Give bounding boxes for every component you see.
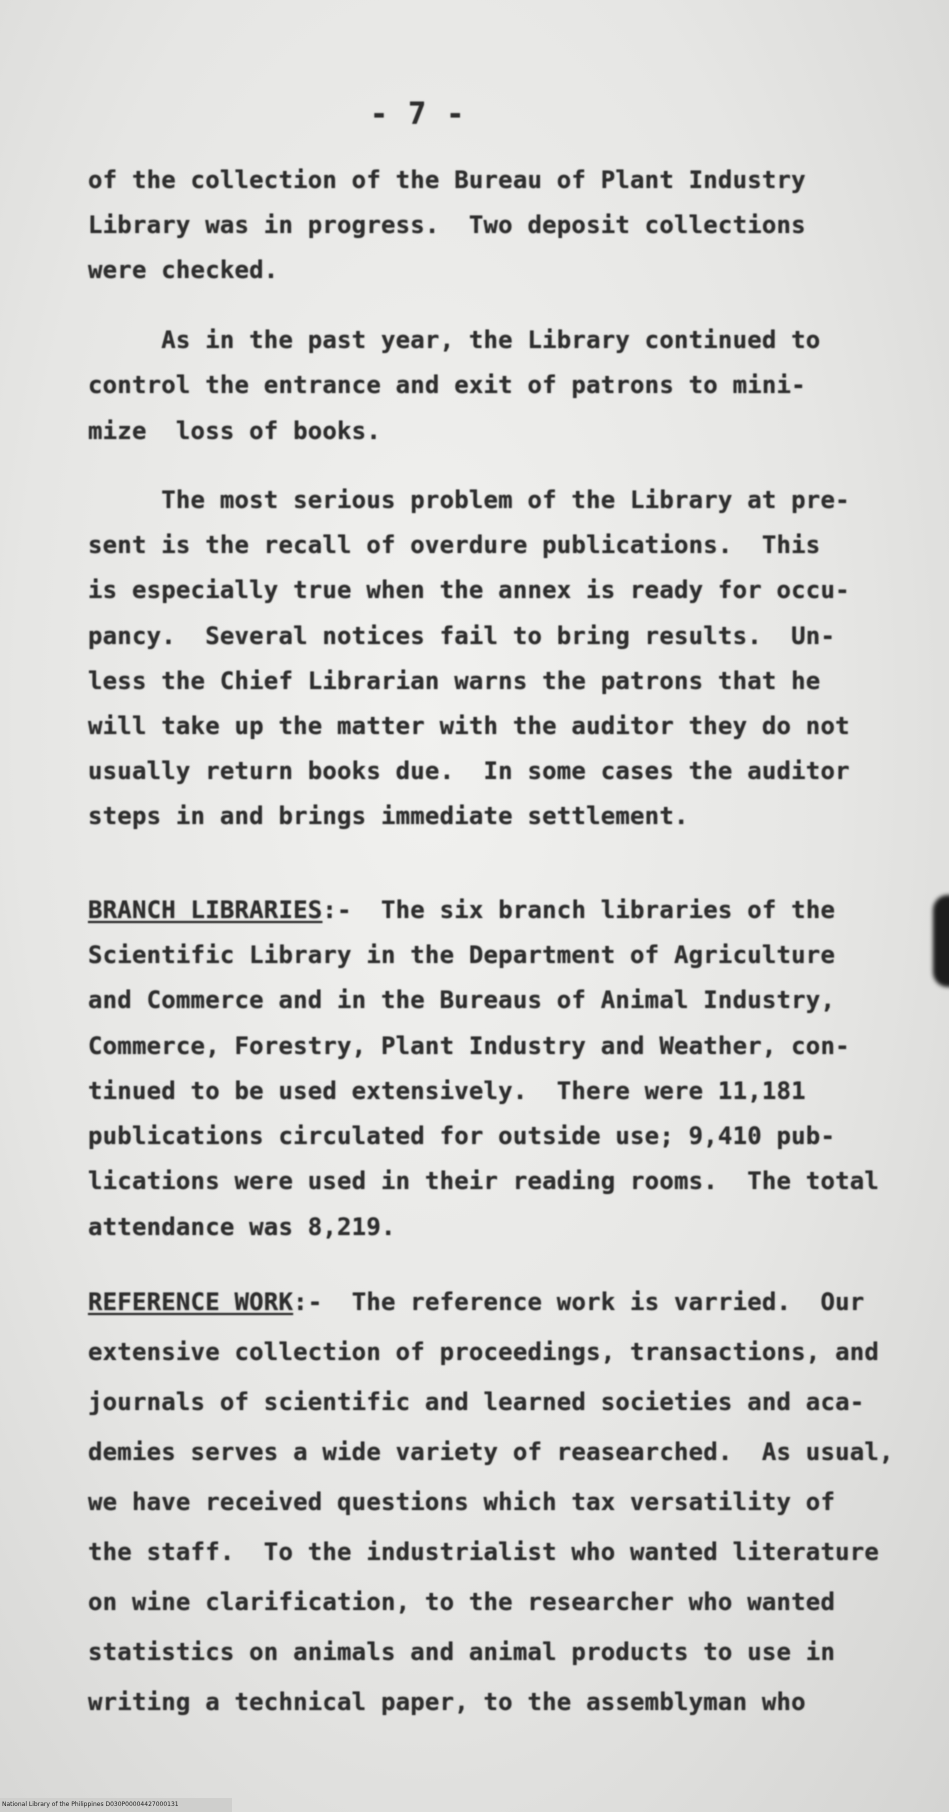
text-line: usually return books due. In some cases the auditor <box>88 757 850 785</box>
text-line: we have received questions which tax versatility of <box>88 1488 836 1516</box>
text-span: The reference work is varried. Our <box>322 1288 865 1316</box>
text-line: mize loss of books. <box>88 417 381 445</box>
text-line: publications circulated for outside use; 9,410 pub- <box>88 1122 836 1150</box>
text-line: lications were used in their reading rooms. The total <box>88 1167 880 1195</box>
reference-work-heading: REFERENCE WORK <box>88 1288 294 1316</box>
text-line: Commerce, Forestry, Plant Industry and Weather, con- <box>88 1032 850 1060</box>
text-line: The most serious problem of the Library at pre- <box>88 486 850 514</box>
text-line: extensive collection of proceedings, transactions, and <box>88 1338 880 1366</box>
binding-hole-mark <box>933 895 949 987</box>
text-line: the staff. To the industrialist who wanted literature <box>88 1538 880 1566</box>
text-line: journals of scientific and learned societies and aca- <box>88 1388 865 1416</box>
text-line: As in the past year, the Library continued to <box>88 326 821 354</box>
text-line: control the entrance and exit of patrons to mini- <box>88 371 806 399</box>
text-line: attendance was 8,219. <box>88 1213 396 1241</box>
text-line: will take up the matter with the auditor they do not <box>88 712 850 740</box>
text-line: Scientific Library in the Department of Agriculture <box>88 941 836 969</box>
heading-separator: :- <box>293 1288 323 1316</box>
text-line: steps in and brings immediate settlement. <box>88 802 689 830</box>
text-line: pancy. Several notices fail to bring results. Un- <box>88 622 836 650</box>
text-span: The six branch libraries of the <box>351 896 836 924</box>
text-line: on wine clarification, to the researcher who wanted <box>88 1588 836 1616</box>
text-line: demies serves a wide variety of reasearched. As usual, <box>88 1438 894 1466</box>
section-first-line <box>88 1288 864 1322</box>
section-first-line <box>88 896 835 930</box>
text-line: statistics on animals and animal products to use in <box>88 1638 836 1666</box>
text-line: is especially true when the annex is ready for occu- <box>88 576 850 604</box>
scan-footer: National Library of the Philippines D030P00004427000131 <box>0 1798 232 1812</box>
page-number: - 7 - <box>370 97 466 132</box>
text-line: of the collection of the Bureau of Plant Industry <box>88 166 806 194</box>
text-line: sent is the recall of overdure publications. This <box>88 531 821 559</box>
text-line: less the Chief Librarian warns the patrons that he <box>88 667 821 695</box>
text-line: and Commerce and in the Bureaus of Animal Industry, <box>88 986 836 1014</box>
text-line: were checked. <box>88 256 279 284</box>
text-line: writing a technical paper, to the assemblyman who <box>88 1688 806 1716</box>
branch-libraries-heading: BRANCH LIBRARIES <box>88 896 323 924</box>
text-line: Library was in progress. Two deposit collections <box>88 211 806 239</box>
text-line: tinued to be used extensively. There were 11,181 <box>88 1077 806 1105</box>
heading-separator: :- <box>322 896 352 924</box>
